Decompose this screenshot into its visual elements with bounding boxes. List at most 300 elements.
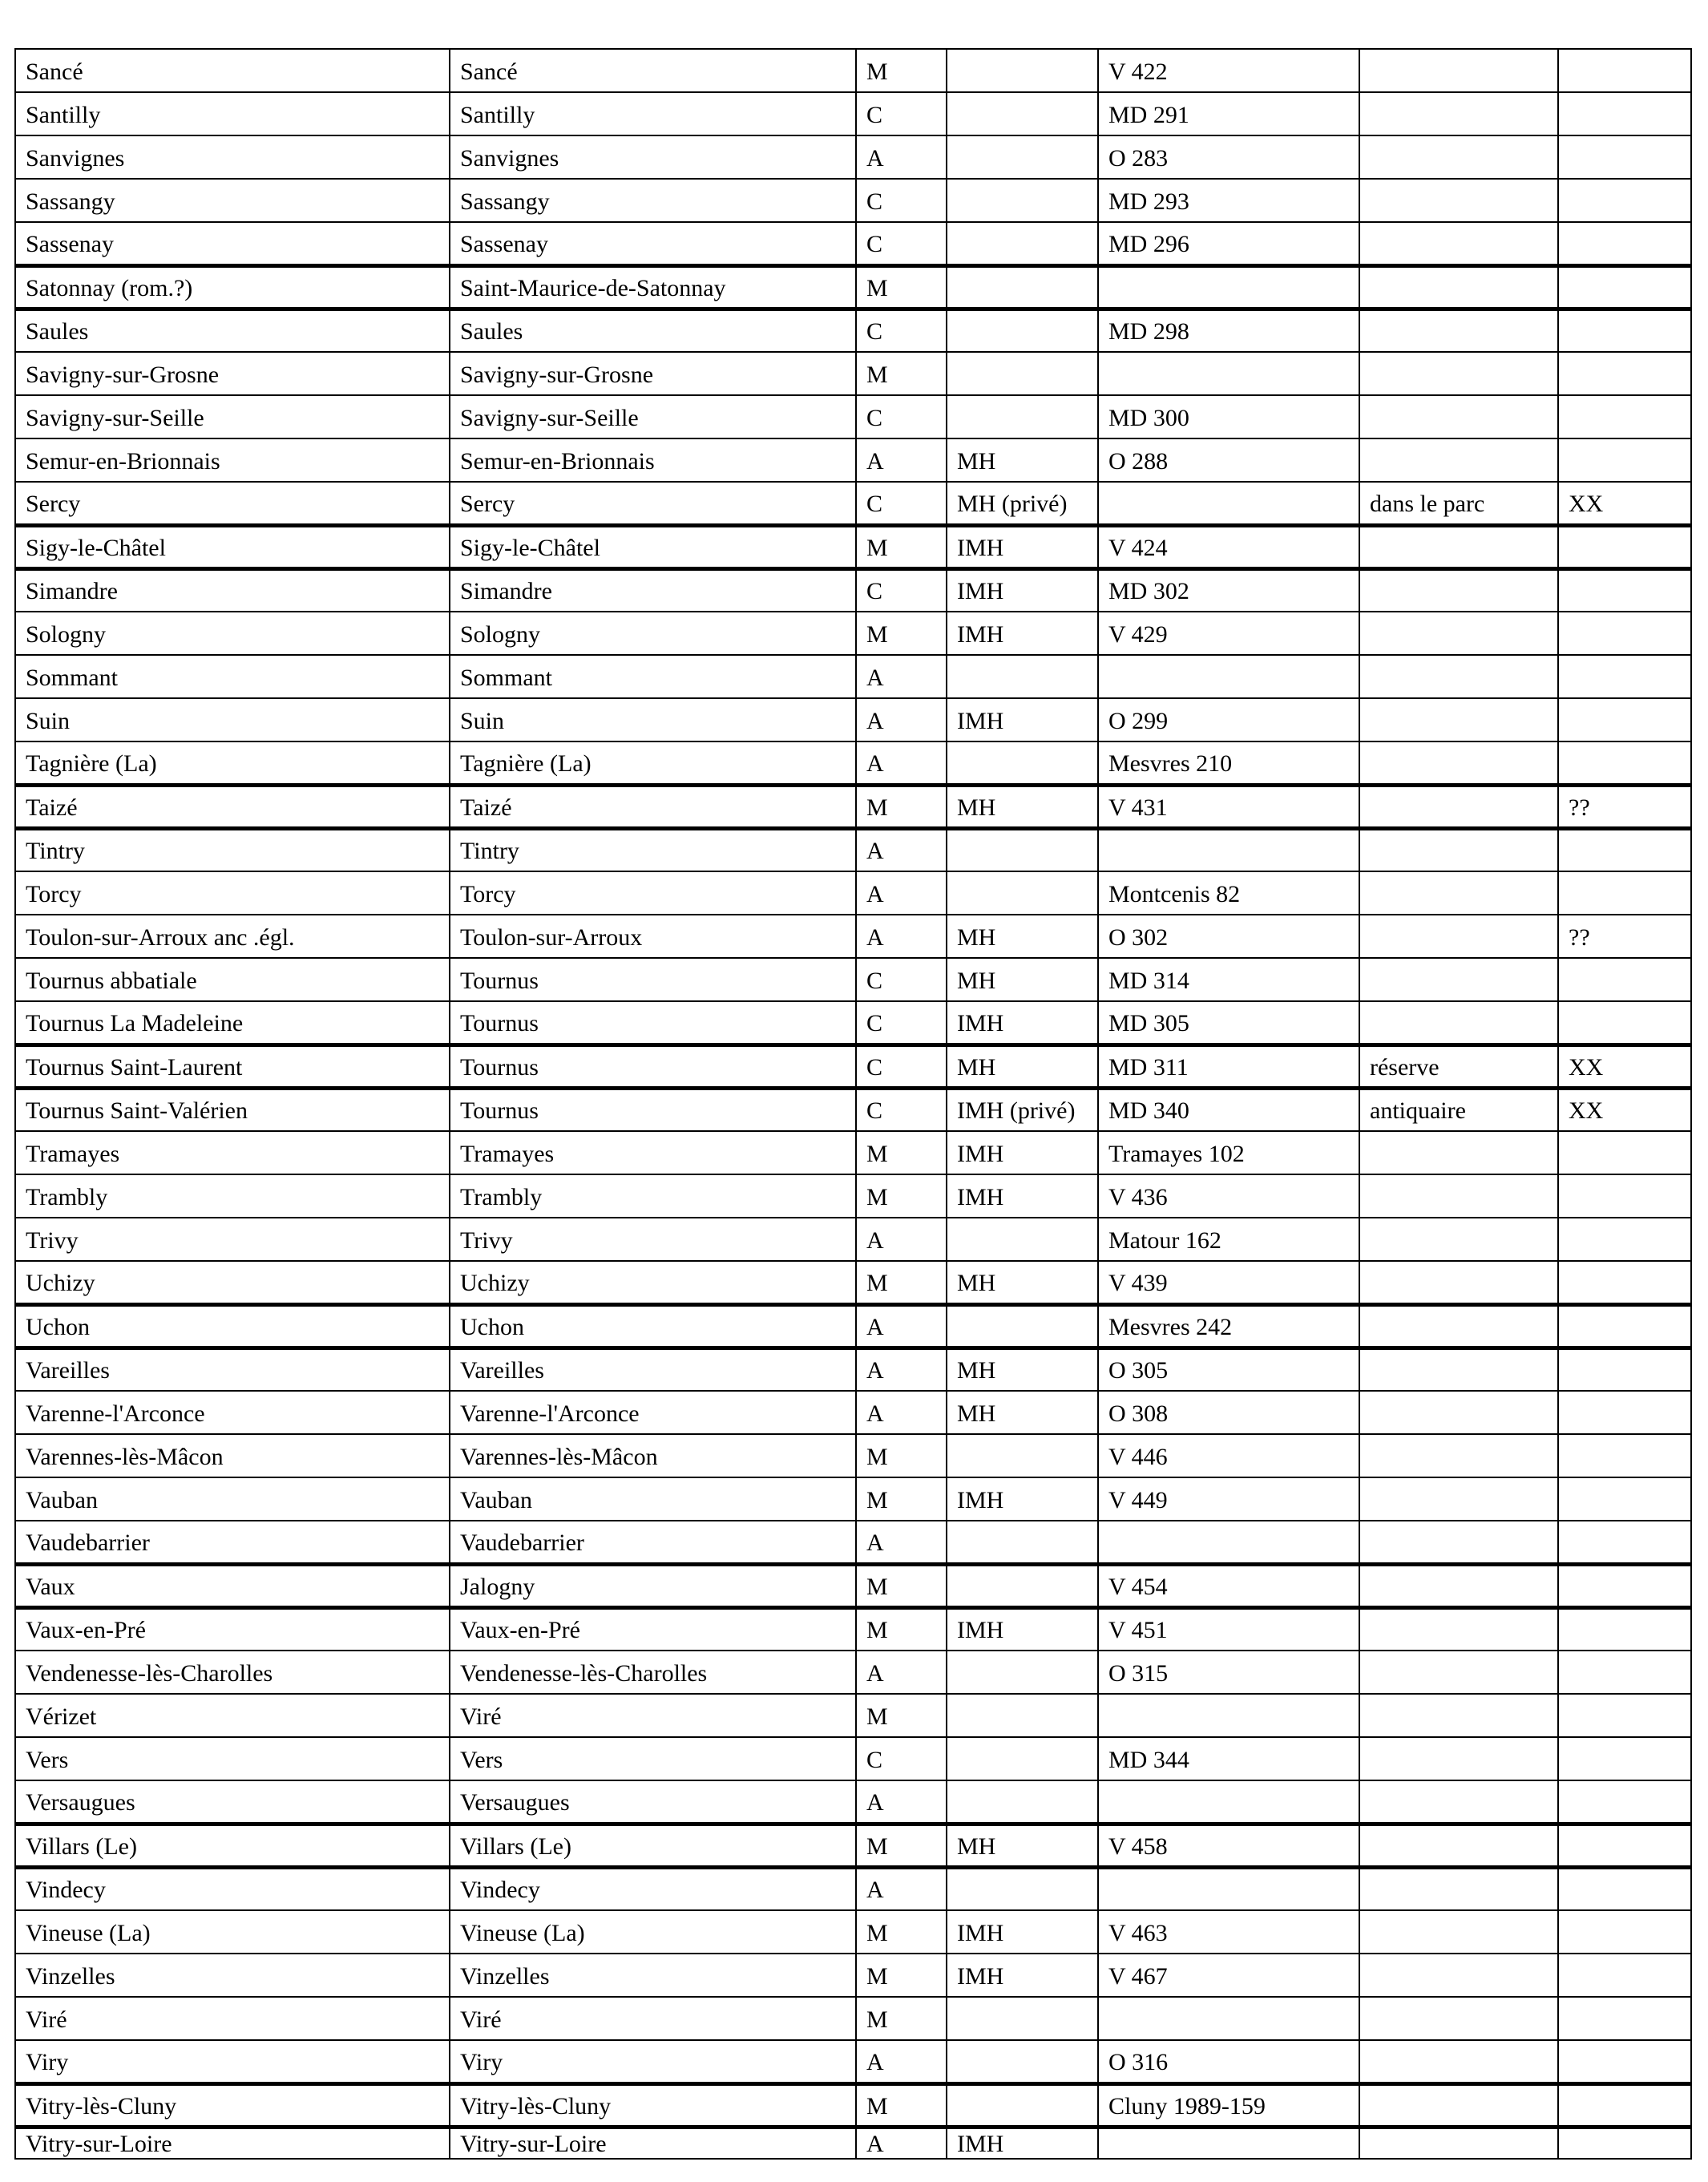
cell-statut	[856, 612, 947, 655]
cell-reference	[1098, 1651, 1359, 1694]
commune-label: Simandre	[460, 578, 552, 605]
table-row	[15, 438, 1691, 482]
statut-label: A	[866, 1877, 884, 1904]
statut-label: M	[866, 1573, 888, 1600]
commune-label: Vitry-lès-Cluny	[460, 2092, 612, 2119]
cell-commune	[450, 179, 856, 222]
edifice-label: Viré	[26, 2006, 67, 2033]
cell-reference	[1098, 1261, 1359, 1304]
cell-marque	[1558, 1997, 1691, 2040]
statut-label: C	[866, 1097, 883, 1125]
cell-commune	[450, 265, 856, 309]
monuments-table	[14, 48, 1692, 2160]
cell-edifice	[15, 1391, 450, 1434]
cell-edifice	[15, 612, 450, 655]
commune-label: Tramayes	[460, 1140, 555, 1167]
cell-commune	[450, 1607, 856, 1651]
edifice-label: Satonnay (rom.?)	[26, 274, 193, 301]
cell-note	[1359, 741, 1558, 785]
statut-label: M	[866, 1617, 888, 1644]
cell-reference	[1098, 1867, 1359, 1910]
statut-label: A	[866, 2048, 884, 2075]
reference-label: V 458	[1108, 1832, 1168, 1860]
table-row	[15, 352, 1691, 395]
cell-note	[1359, 1910, 1558, 1954]
cell-edifice	[15, 1780, 450, 1824]
table-row	[15, 785, 1691, 828]
cell-protection	[947, 309, 1098, 352]
cell-protection	[947, 92, 1098, 135]
cell-commune	[450, 1824, 856, 1867]
cell-commune	[450, 1391, 856, 1434]
reference-label: MD 305	[1108, 1009, 1189, 1036]
commune-label: Saules	[460, 318, 523, 345]
cell-marque	[1558, 1304, 1691, 1348]
cell-protection	[947, 1867, 1098, 1910]
statut-label: A	[866, 1357, 884, 1384]
cell-edifice	[15, 2127, 450, 2159]
cell-statut	[856, 179, 947, 222]
edifice-label: Torcy	[26, 880, 82, 907]
reference-label: O 305	[1108, 1357, 1169, 1384]
statut-label: C	[866, 188, 883, 215]
edifice-label: Tournus La Madeleine	[26, 1009, 244, 1036]
cell-note	[1359, 438, 1558, 482]
commune-label: Trivy	[460, 1226, 513, 1254]
table-row	[15, 1088, 1691, 1131]
cell-commune	[450, 2083, 856, 2127]
cell-reference	[1098, 1997, 1359, 2040]
statut-label: M	[866, 1140, 888, 1167]
edifice-label: Vaux-en-Pré	[26, 1617, 146, 1644]
cell-protection	[947, 1218, 1098, 1261]
cell-edifice	[15, 2083, 450, 2127]
cell-edifice	[15, 1694, 450, 1737]
cell-protection	[947, 1824, 1098, 1867]
edifice-label: Varenne-l'Arconce	[26, 1400, 205, 1427]
cell-edifice	[15, 49, 450, 92]
marque-label: XX	[1569, 490, 1604, 517]
cell-commune	[450, 828, 856, 871]
reference-label: Montcenis 82	[1108, 880, 1241, 907]
cell-edifice	[15, 265, 450, 309]
statut-label: M	[866, 794, 888, 821]
table-row	[15, 1304, 1691, 1348]
reference-label: V 424	[1108, 534, 1168, 561]
cell-reference	[1098, 1045, 1359, 1088]
reference-label: V 463	[1108, 1919, 1168, 1946]
table-row	[15, 482, 1691, 525]
reference-label: O 299	[1108, 707, 1169, 734]
cell-marque	[1558, 1001, 1691, 1045]
cell-protection	[947, 1607, 1098, 1651]
edifice-label: Tournus Saint-Valérien	[26, 1097, 248, 1125]
reference-label: V 451	[1108, 1617, 1168, 1644]
protection-label: MH	[957, 923, 996, 951]
table-row	[15, 958, 1691, 1001]
protection-label: IMH	[957, 1617, 1004, 1644]
table-row	[15, 222, 1691, 265]
cell-statut	[856, 915, 947, 958]
commune-label: Viré	[460, 1703, 502, 1730]
cell-note	[1359, 1261, 1558, 1304]
edifice-label: Tournus Saint-Laurent	[26, 1053, 243, 1081]
cell-commune	[450, 49, 856, 92]
cell-marque	[1558, 612, 1691, 655]
cell-marque	[1558, 265, 1691, 309]
cell-protection	[947, 655, 1098, 698]
cell-commune	[450, 568, 856, 612]
cell-edifice	[15, 828, 450, 871]
cell-commune	[450, 482, 856, 525]
cell-statut	[856, 958, 947, 1001]
cell-reference	[1098, 135, 1359, 179]
cell-protection	[947, 1564, 1098, 1607]
cell-marque	[1558, 915, 1691, 958]
cell-marque	[1558, 1045, 1691, 1088]
cell-marque	[1558, 309, 1691, 352]
cell-edifice	[15, 438, 450, 482]
cell-reference	[1098, 1910, 1359, 1954]
table-row	[15, 1218, 1691, 1261]
commune-label: Sercy	[460, 490, 515, 517]
table-row	[15, 1174, 1691, 1218]
cell-commune	[450, 1174, 856, 1218]
cell-marque	[1558, 1477, 1691, 1521]
cell-statut	[856, 1867, 947, 1910]
cell-marque	[1558, 958, 1691, 1001]
cell-note	[1359, 1997, 1558, 2040]
commune-label: Taizé	[460, 794, 512, 821]
cell-marque	[1558, 741, 1691, 785]
cell-commune	[450, 1045, 856, 1088]
cell-commune	[450, 741, 856, 785]
commune-label: Santilly	[460, 101, 535, 128]
edifice-label: Toulon-sur-Arroux anc .égl.	[26, 923, 295, 951]
statut-label: M	[866, 534, 888, 561]
statut-label: C	[866, 1009, 883, 1036]
cell-protection	[947, 915, 1098, 958]
cell-marque	[1558, 1737, 1691, 1780]
edifice-label: Sanvignes	[26, 144, 125, 172]
cell-reference	[1098, 1001, 1359, 1045]
cell-reference	[1098, 1607, 1359, 1651]
cell-statut	[856, 1997, 947, 2040]
reference-label: MD 293	[1108, 188, 1189, 215]
cell-marque	[1558, 2083, 1691, 2127]
cell-protection	[947, 1434, 1098, 1477]
edifice-label: Vaux	[26, 1573, 75, 1600]
cell-protection	[947, 1521, 1098, 1564]
protection-label: IMH	[957, 2131, 1004, 2158]
commune-label: Tournus	[460, 1009, 539, 1036]
marque-label: XX	[1569, 1053, 1604, 1081]
cell-commune	[450, 1954, 856, 1997]
cell-statut	[856, 828, 947, 871]
cell-protection	[947, 1261, 1098, 1304]
statut-label: M	[866, 1269, 888, 1296]
cell-commune	[450, 2127, 856, 2159]
cell-marque	[1558, 135, 1691, 179]
table-row	[15, 92, 1691, 135]
cell-commune	[450, 438, 856, 482]
edifice-label: Sigy-le-Châtel	[26, 534, 166, 561]
cell-statut	[856, 741, 947, 785]
table-row	[15, 915, 1691, 958]
cell-protection	[947, 568, 1098, 612]
edifice-label: Sassenay	[26, 230, 114, 257]
cell-edifice	[15, 1867, 450, 1910]
cell-commune	[450, 1131, 856, 1174]
statut-label: A	[866, 1659, 884, 1687]
statut-label: A	[866, 144, 884, 172]
cell-marque	[1558, 1348, 1691, 1391]
statut-label: M	[866, 58, 888, 85]
table-row	[15, 1001, 1691, 1045]
commune-label: Versaugues	[460, 1788, 570, 1816]
cell-note	[1359, 1564, 1558, 1607]
protection-label: MH	[957, 1357, 996, 1384]
cell-reference	[1098, 179, 1359, 222]
reference-label: V 439	[1108, 1269, 1168, 1296]
cell-note	[1359, 785, 1558, 828]
reference-label: Mesvres 242	[1108, 1313, 1233, 1340]
statut-label: C	[866, 1053, 883, 1081]
table-row	[15, 612, 1691, 655]
cell-note	[1359, 1434, 1558, 1477]
cell-protection	[947, 741, 1098, 785]
cell-statut	[856, 1131, 947, 1174]
cell-statut	[856, 1564, 947, 1607]
edifice-label: Saules	[26, 318, 89, 345]
edifice-label: Santilly	[26, 101, 101, 128]
cell-protection	[947, 1304, 1098, 1348]
cell-reference	[1098, 568, 1359, 612]
statut-label: C	[866, 578, 883, 605]
edifice-label: Vérizet	[26, 1703, 97, 1730]
cell-statut	[856, 482, 947, 525]
cell-edifice	[15, 655, 450, 698]
commune-label: Sanvignes	[460, 144, 559, 172]
edifice-label: Sercy	[26, 490, 81, 517]
cell-note	[1359, 1088, 1558, 1131]
cell-edifice	[15, 1261, 450, 1304]
cell-protection	[947, 1348, 1098, 1391]
cell-reference	[1098, 915, 1359, 958]
cell-note	[1359, 1824, 1558, 1867]
cell-protection	[947, 1651, 1098, 1694]
cell-statut	[856, 92, 947, 135]
table-row	[15, 828, 1691, 871]
statut-label: A	[866, 707, 884, 734]
statut-label: A	[866, 1313, 884, 1340]
commune-label: Savigny-sur-Grosne	[460, 361, 654, 388]
reference-label: V 436	[1108, 1183, 1168, 1210]
cell-edifice	[15, 1564, 450, 1607]
reference-label: O 316	[1108, 2048, 1169, 2075]
statut-label: M	[866, 1443, 888, 1470]
cell-commune	[450, 655, 856, 698]
cell-reference	[1098, 438, 1359, 482]
cell-marque	[1558, 1910, 1691, 1954]
statut-label: M	[866, 1919, 888, 1946]
cell-commune	[450, 2040, 856, 2083]
cell-marque	[1558, 1174, 1691, 1218]
cell-protection	[947, 1997, 1098, 2040]
reference-label: Tramayes 102	[1108, 1140, 1245, 1167]
statut-label: M	[866, 1962, 888, 1990]
edifice-label: Vers	[26, 1746, 69, 1773]
cell-protection	[947, 482, 1098, 525]
cell-edifice	[15, 2040, 450, 2083]
cell-note	[1359, 1954, 1558, 1997]
cell-note	[1359, 1521, 1558, 1564]
protection-label: IMH	[957, 1140, 1004, 1167]
cell-statut	[856, 1521, 947, 1564]
cell-statut	[856, 309, 947, 352]
cell-note	[1359, 222, 1558, 265]
commune-label: Tournus	[460, 1097, 539, 1125]
edifice-label: Trambly	[26, 1183, 108, 1210]
edifice-label: Vinzelles	[26, 1962, 115, 1990]
cell-commune	[450, 1477, 856, 1521]
cell-reference	[1098, 1304, 1359, 1348]
commune-label: Vindecy	[460, 1877, 540, 1904]
cell-note	[1359, 2040, 1558, 2083]
commune-label: Vaux-en-Pré	[460, 1617, 580, 1644]
edifice-label: Taizé	[26, 794, 78, 821]
cell-protection	[947, 1780, 1098, 1824]
cell-commune	[450, 785, 856, 828]
edifice-label: Uchizy	[26, 1269, 95, 1296]
cell-statut	[856, 1001, 947, 1045]
cell-statut	[856, 135, 947, 179]
cell-marque	[1558, 1131, 1691, 1174]
cell-reference	[1098, 871, 1359, 915]
edifice-label: Vitry-sur-Loire	[26, 2131, 172, 2158]
cell-protection	[947, 2083, 1098, 2127]
commune-label: Viré	[460, 2006, 502, 2033]
cell-protection	[947, 1174, 1098, 1218]
protection-label: MH (privé)	[957, 490, 1068, 517]
cell-edifice	[15, 958, 450, 1001]
cell-statut	[856, 1304, 947, 1348]
edifice-label: Viry	[26, 2048, 69, 2075]
cell-marque	[1558, 222, 1691, 265]
reference-label: O 315	[1108, 1659, 1169, 1687]
reference-label: O 308	[1108, 1400, 1169, 1427]
cell-reference	[1098, 785, 1359, 828]
cell-protection	[947, 698, 1098, 741]
table-row	[15, 1737, 1691, 1780]
table-row	[15, 1997, 1691, 2040]
cell-protection	[947, 958, 1098, 1001]
cell-commune	[450, 1737, 856, 1780]
edifice-label: Versaugues	[26, 1788, 135, 1816]
cell-marque	[1558, 1651, 1691, 1694]
cell-protection	[947, 1910, 1098, 1954]
cell-reference	[1098, 352, 1359, 395]
statut-label: M	[866, 2006, 888, 2033]
commune-label: Tintry	[460, 838, 519, 865]
commune-label: Vendenesse-lès-Charolles	[460, 1659, 708, 1687]
cell-marque	[1558, 2040, 1691, 2083]
cell-reference	[1098, 698, 1359, 741]
cell-edifice	[15, 1174, 450, 1218]
cell-commune	[450, 1218, 856, 1261]
edifice-label: Vareilles	[26, 1357, 110, 1384]
statut-label: C	[866, 230, 883, 257]
protection-label: MH	[957, 967, 996, 994]
edifice-label: Sommant	[26, 664, 119, 691]
edifice-label: Savigny-sur-Seille	[26, 404, 204, 431]
cell-note	[1359, 1304, 1558, 1348]
cell-commune	[450, 698, 856, 741]
cell-reference	[1098, 1391, 1359, 1434]
cell-commune	[450, 92, 856, 135]
statut-label: C	[866, 318, 883, 345]
cell-note	[1359, 395, 1558, 438]
cell-note	[1359, 135, 1558, 179]
commune-label: Varennes-lès-Mâcon	[460, 1443, 658, 1470]
statut-label: M	[866, 620, 888, 648]
commune-label: Sassenay	[460, 230, 548, 257]
cell-statut	[856, 1088, 947, 1131]
cell-protection	[947, 1045, 1098, 1088]
cell-protection	[947, 1954, 1098, 1997]
cell-statut	[856, 1780, 947, 1824]
edifice-label: Uchon	[26, 1313, 90, 1340]
commune-label: Trambly	[460, 1183, 543, 1210]
cell-note	[1359, 1218, 1558, 1261]
cell-statut	[856, 395, 947, 438]
cell-note	[1359, 1780, 1558, 1824]
cell-marque	[1558, 655, 1691, 698]
table-row	[15, 698, 1691, 741]
cell-marque	[1558, 1088, 1691, 1131]
cell-protection	[947, 1131, 1098, 1174]
cell-commune	[450, 871, 856, 915]
table-row	[15, 525, 1691, 568]
statut-label: M	[866, 1703, 888, 1730]
commune-label: Savigny-sur-Seille	[460, 404, 639, 431]
cell-edifice	[15, 1954, 450, 1997]
cell-note	[1359, 309, 1558, 352]
table-row	[15, 1434, 1691, 1477]
cell-protection	[947, 1088, 1098, 1131]
cell-marque	[1558, 1780, 1691, 1824]
cell-reference	[1098, 1780, 1359, 1824]
cell-note	[1359, 828, 1558, 871]
cell-protection	[947, 525, 1098, 568]
cell-marque	[1558, 525, 1691, 568]
commune-label: Uchon	[460, 1313, 524, 1340]
cell-reference	[1098, 1131, 1359, 1174]
reference-label: MD 344	[1108, 1746, 1189, 1773]
table-row	[15, 1824, 1691, 1867]
cell-marque	[1558, 179, 1691, 222]
table-row	[15, 309, 1691, 352]
table-row	[15, 1651, 1691, 1694]
reference-label: O 288	[1108, 447, 1169, 475]
table-body	[15, 49, 1691, 2159]
reference-label: V 454	[1108, 1573, 1168, 1600]
commune-label: Tournus	[460, 1053, 539, 1081]
reference-label: O 283	[1108, 144, 1169, 172]
cell-note	[1359, 1477, 1558, 1521]
cell-statut	[856, 222, 947, 265]
cell-edifice	[15, 179, 450, 222]
